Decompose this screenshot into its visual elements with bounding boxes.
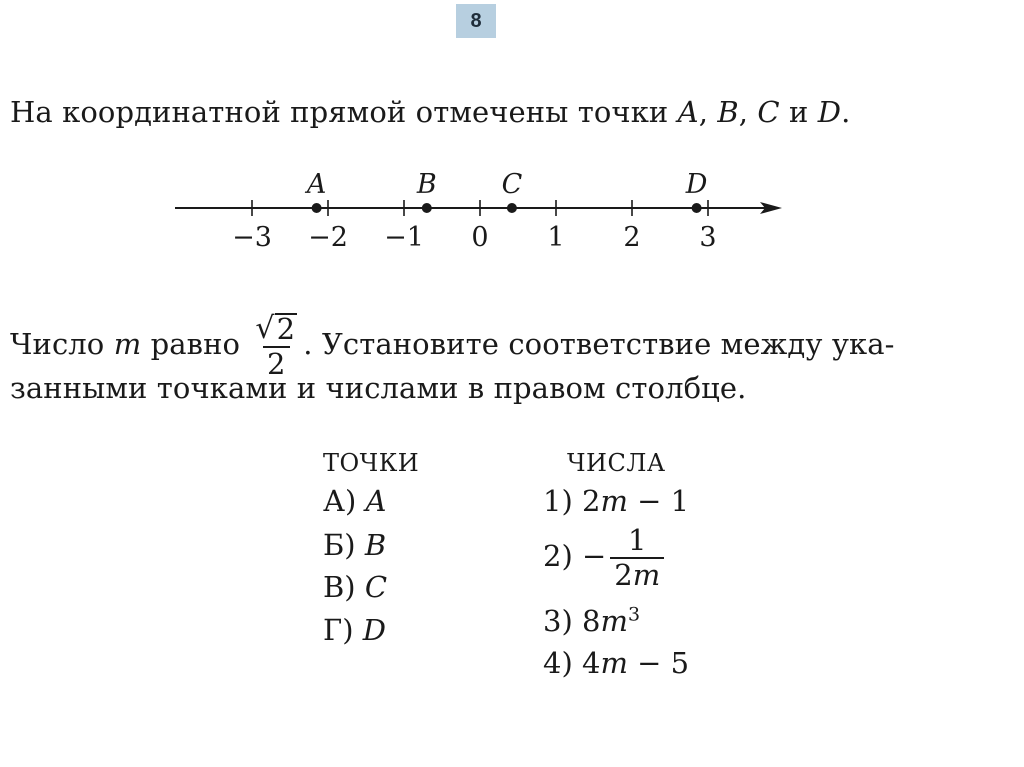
numbers-item (543, 604, 640, 638)
coef: 8 (581, 604, 601, 638)
sqrt-symbol: √ 2 (255, 311, 296, 346)
item-key: В) (323, 570, 356, 604)
slide-number-badge: 8 (456, 4, 496, 38)
item-key: 2) (543, 539, 573, 573)
question-line-2: занными точками и числами в правом столбце. (10, 371, 747, 405)
tick-label: 0 (471, 222, 489, 253)
fraction-denominator (610, 557, 664, 590)
item-key: 1) (543, 484, 573, 518)
point-label-b: B (717, 95, 739, 129)
numbers-item (543, 646, 689, 680)
separator: , (738, 95, 758, 129)
fraction-numerator: 1 (628, 523, 647, 557)
item-key: Б) (323, 528, 356, 562)
points-item (323, 528, 386, 562)
point-d-marker (692, 203, 702, 213)
intro-sentence (10, 95, 850, 129)
item-value: D (362, 613, 386, 647)
point-label-a: A (677, 95, 699, 129)
variable-m: m (632, 558, 661, 592)
minus-sign: − (581, 539, 607, 573)
numbers-column-header: ЧИСЛА (567, 449, 666, 477)
item-key: Г) (323, 613, 354, 647)
question-text: . Установите соответствие между ука- (303, 327, 895, 361)
point-a-label: A (306, 169, 327, 200)
point-c-label: C (501, 169, 523, 200)
point-b-marker (422, 203, 432, 213)
variable-m: m (600, 646, 628, 680)
number-line (170, 168, 800, 258)
tick-label: 1 (547, 222, 565, 253)
item-value: A (365, 484, 387, 518)
tick-label: −2 (308, 222, 348, 253)
coef: 2 (581, 484, 601, 518)
item-value: B (364, 528, 387, 562)
item-value: C (364, 570, 388, 604)
tail: − 5 (627, 646, 690, 680)
numbers-item (543, 523, 668, 592)
fraction-denominator: 2 (263, 346, 290, 379)
point-d-label: D (685, 169, 708, 200)
item-key: 3) (543, 604, 573, 638)
intro-text: На координатной прямой отмечены точки (10, 95, 678, 129)
separator: , (698, 95, 718, 129)
point-a-marker (312, 203, 322, 213)
item-key: А) (323, 484, 357, 518)
radicand: 2 (276, 312, 296, 346)
tick-label: −1 (384, 222, 424, 253)
tick-label: 2 (623, 222, 641, 253)
points-item (323, 570, 387, 604)
point-label-d: D (817, 95, 842, 129)
variable-m: m (113, 327, 142, 361)
separator: и (779, 95, 818, 129)
points-item (323, 613, 386, 647)
tick-label: −3 (232, 222, 272, 253)
item-key: 4) (543, 646, 573, 680)
point-label-c: C (757, 95, 780, 129)
question-text: равно (141, 327, 250, 361)
points-column-header: ТОЧКИ (323, 449, 420, 477)
coef: 2 (614, 558, 633, 592)
question-line-1 (10, 313, 895, 379)
tick-label: 3 (699, 222, 717, 253)
question-text: Число (10, 327, 114, 361)
numbers-item (543, 484, 689, 518)
coef: 4 (581, 646, 601, 680)
points-item (323, 484, 386, 518)
point-b-label: B (416, 169, 437, 200)
point-c-marker (507, 203, 517, 213)
fraction (610, 523, 664, 592)
variable-m: m (600, 484, 628, 518)
sqrt2-over-2-fraction (253, 313, 299, 379)
variable-m: m (600, 604, 628, 638)
exponent: 3 (627, 603, 641, 626)
tail: − 1 (627, 484, 690, 518)
period: . (841, 95, 851, 129)
